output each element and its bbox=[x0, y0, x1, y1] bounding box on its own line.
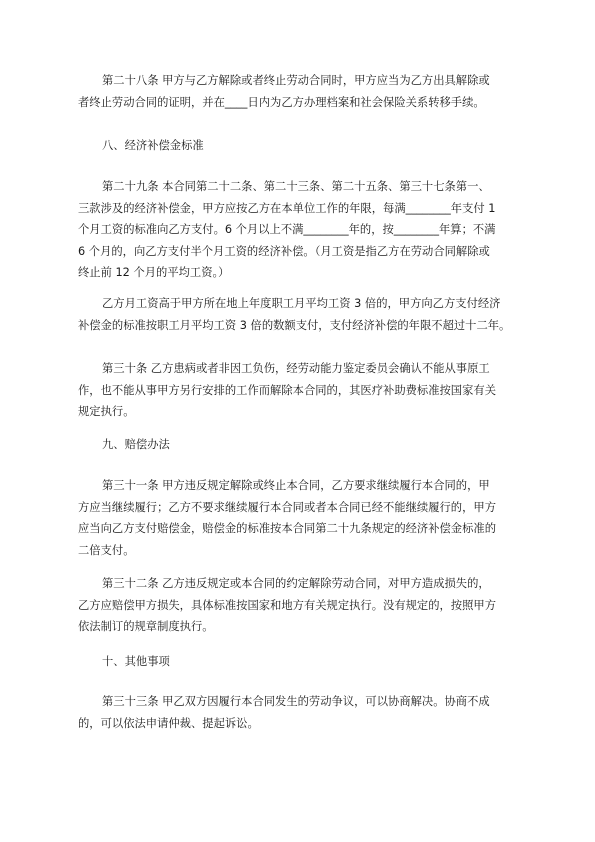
article-31-paragraph bbox=[78, 475, 530, 561]
paragraph-line: 第三十二条 乙方违反规定或本合同的约定解除劳动合同，对甲方造成损失的， bbox=[102, 577, 490, 590]
paragraph-line: 依法制订的规章制度执行。 bbox=[78, 620, 214, 633]
paragraph-line: 第三十一条 甲方违反规定解除或终止本合同，乙方要求继续履行本合同的，甲 bbox=[102, 479, 490, 492]
article-32-paragraph bbox=[78, 573, 530, 638]
paragraph-line: 者终止劳动合同的证明，并在____日内为乙方办理档案和社会保险关系转移手续。 bbox=[78, 95, 485, 109]
heading-text: 八、经济补偿金标准 bbox=[102, 139, 204, 152]
paragraph-line: 个月工资的标准向乙方支付。6 个月以上不满________年的，按________年算；不满 bbox=[78, 223, 496, 236]
paragraph-line: 乙方应赔偿甲方损失，具体标准按国家和地方有关规定执行。没有规定的，按照甲方 bbox=[78, 598, 496, 612]
section-heading-compensation-method bbox=[78, 434, 554, 456]
paragraph-line: 补偿金的标准按职工月平均工资 3 倍的数额支付，支付经济补偿的年限不超过十二年。 bbox=[78, 318, 511, 332]
paragraph-line: 乙方月工资高于甲方所在地上年度职工月平均工资 3 倍的，甲方向乙方支付经济 bbox=[102, 297, 501, 310]
paragraph-line: 终止前 12 个月的平均工资。） bbox=[78, 266, 230, 279]
paragraph-line: 的，可以依法申请仲裁、提起诉讼。 bbox=[78, 716, 259, 730]
paragraph-line: 作，也不能从事甲方另行安排的工作而解除本合同的，其医疗补助费标准按国家有关 bbox=[78, 383, 496, 397]
salary-cap-paragraph bbox=[78, 293, 530, 336]
paragraph-line: 第二十八条 甲方与乙方解除或者终止劳动合同时，甲方应当为乙方出具解除或 bbox=[102, 74, 490, 87]
heading-text: 十、其他事项 bbox=[102, 655, 170, 668]
paragraph-line: 规定执行。 bbox=[78, 405, 135, 418]
article-33-paragraph bbox=[78, 691, 530, 734]
paragraph-line: 6 个月的，向乙方支付半个月工资的经济补偿。（月工资是指乙方在劳动合同解除或 bbox=[78, 244, 490, 258]
paragraph-line: 三款涉及的经济补偿金，甲方应按乙方在本单位工作的年限，每满________年支付 1 bbox=[78, 201, 496, 215]
heading-text: 九、赔偿办法 bbox=[102, 438, 170, 451]
paragraph-line: 第三十三条 甲乙双方因履行本合同发生的劳动争议，可以协商解决。协商不成 bbox=[102, 695, 490, 708]
paragraph-line: 第三十条 乙方患病或者非因工负伤，经劳动能力鉴定委员会确认不能从事原工 bbox=[102, 362, 490, 375]
paragraph-line: 应当向乙方支付赔偿金，赔偿金的标准按本合同第二十九条规定的经济补偿金标准的 bbox=[78, 522, 496, 535]
paragraph-line: 二倍支付。 bbox=[78, 543, 135, 557]
paragraph-line: 第二十九条 本合同第二十二条、第二十三条、第二十五条、第三十七条第一、 bbox=[102, 180, 490, 193]
paragraph-line: 方应当继续履行；乙方不要求继续履行本合同或者本合同已经不能继续履行的，甲方 bbox=[78, 500, 496, 514]
article-29-paragraph bbox=[78, 176, 530, 284]
section-heading-other-matters bbox=[78, 651, 554, 673]
article-30-paragraph bbox=[78, 358, 530, 423]
article-28-paragraph bbox=[78, 70, 530, 113]
section-heading-compensation-standard bbox=[78, 135, 554, 157]
